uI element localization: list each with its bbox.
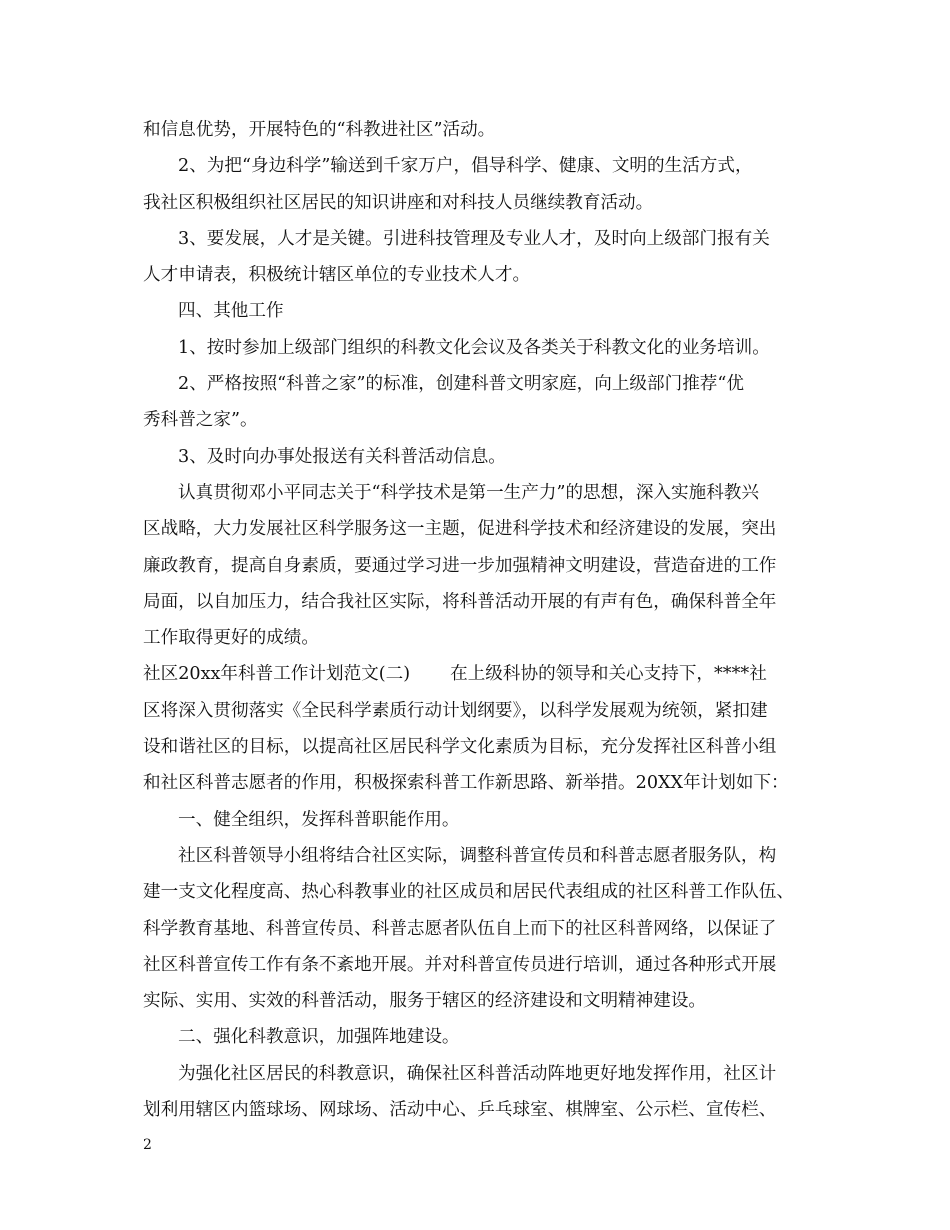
line-text: 3、要发展，人才是关键。引进科技管理及专业人才，及时向上级部门报有关 [178, 228, 770, 249]
line-text: 二、强化科教意识，加强阵地建设。 [178, 1027, 460, 1048]
text-line [143, 548, 811, 584]
text-line [143, 402, 811, 438]
text-line [143, 620, 811, 656]
line-text: 秀科普之家”。 [143, 410, 258, 431]
line-text: 在上级科协的领导和关心支持下，****社 [450, 664, 767, 685]
line-text: 和信息优势，开展特色的“科教进社区”活动。 [143, 120, 496, 140]
text-line [143, 293, 811, 329]
text-line [143, 148, 811, 184]
text-line [143, 656, 811, 692]
line-text: 科学教育基地、科普宣传员、科普志愿者队伍自上而下的社区科普网络，以保证了 [143, 918, 777, 939]
line-text: 工作取得更好的成绩。 [143, 628, 319, 649]
line-text: 我社区积极组织社区居民的知识讲座和对科技人员继续教育活动。 [143, 192, 654, 213]
line-text: 局面，以自加压力，结合我社区实际，将科普活动开展的有声有色，确保科普全年 [143, 591, 777, 612]
text-line [143, 584, 811, 620]
line-text: 四、其他工作 [178, 301, 284, 322]
text-line [143, 475, 811, 511]
text-line [143, 1092, 811, 1128]
line-text: 一、健全组织，发挥科普职能作用。 [178, 809, 460, 830]
text-line [143, 983, 811, 1019]
text-line [143, 911, 811, 947]
text-line [143, 185, 811, 221]
text-line [143, 1056, 811, 1092]
text-line [143, 257, 811, 293]
text-line [143, 439, 811, 475]
line-text: 设和谐社区的目标，以提高社区居民科学文化素质为目标，充分发挥社区科普小组 [143, 737, 777, 758]
line-text: 区战略，大力发展社区科学服务这一主题，促进科学技术和经济建设的发展，突出 [143, 519, 777, 540]
text-line [143, 511, 811, 547]
line-text: 建一支文化程度高、热心科教事业的社区成员和居民代表组成的社区科普工作队伍、 [143, 882, 794, 903]
line-text: 3、及时向办事处报送有关科普活动信息。 [178, 446, 506, 467]
text-line [143, 112, 811, 148]
line-text: 认真贯彻邓小平同志关于“科学技术是第一生产力”的思想，深入实施科教兴 [178, 482, 759, 503]
text-line [143, 366, 811, 402]
page-number: 2 [143, 1137, 152, 1153]
line-text: 社区科普宣传工作有条不紊地开展。并对科普宣传员进行培训，通过各种形式开展 [143, 954, 777, 975]
text-line [143, 693, 811, 729]
text-line [143, 874, 811, 910]
text-line [143, 1019, 811, 1055]
line-text: 为强化社区居民的科教意识，确保社区科普活动阵地更好地发挥作用，社区计 [178, 1063, 777, 1084]
line-text: 和社区科普志愿者的作用，积极探索科普工作新思路、新举措。20XX年计划如下： [143, 773, 789, 794]
line-text: 2、为把“身边科学”输送到千家万户，倡导科学、健康、文明的生活方式， [178, 156, 753, 177]
text-line [143, 765, 811, 801]
line-text: 2、严格按照“科普之家”的标准，创建科普文明家庭，向上级部门推荐“优 [178, 374, 744, 395]
line-text: 区将深入贯彻落实《全民科学素质行动计划纲要》，以科学发展观为统领，紧扣建 [143, 700, 768, 721]
line-text: 1、按时参加上级部门组织的科教文化会议及各类关于科教文化的业务培训。 [178, 337, 770, 358]
text-line [143, 802, 811, 838]
text-line [143, 330, 811, 366]
text-line [143, 838, 811, 874]
line-text: 廉政教育，提高自身素质，要通过学习进一步加强精神文明建设，营造奋进的工作 [143, 555, 777, 576]
text-line [143, 947, 811, 983]
text-line [143, 729, 811, 765]
document-body [143, 112, 811, 1128]
section-heading: 社区20xx年科普工作计划范文(二) [143, 664, 411, 685]
line-text: 人才申请表，积极统计辖区单位的专业技术人才。 [143, 265, 531, 286]
text-line [143, 221, 811, 257]
line-text: 社区科普领导小组将结合社区实际，调整科普宣传员和科普志愿者服务队，构 [178, 845, 777, 866]
line-text: 划利用辖区内篮球场、网球场、活动中心、乒乓球室、棋牌室、公示栏、宣传栏、 [143, 1100, 777, 1121]
line-text: 实际、实用、实效的科普活动，服务于辖区的经济建设和文明精神建设。 [143, 991, 707, 1012]
